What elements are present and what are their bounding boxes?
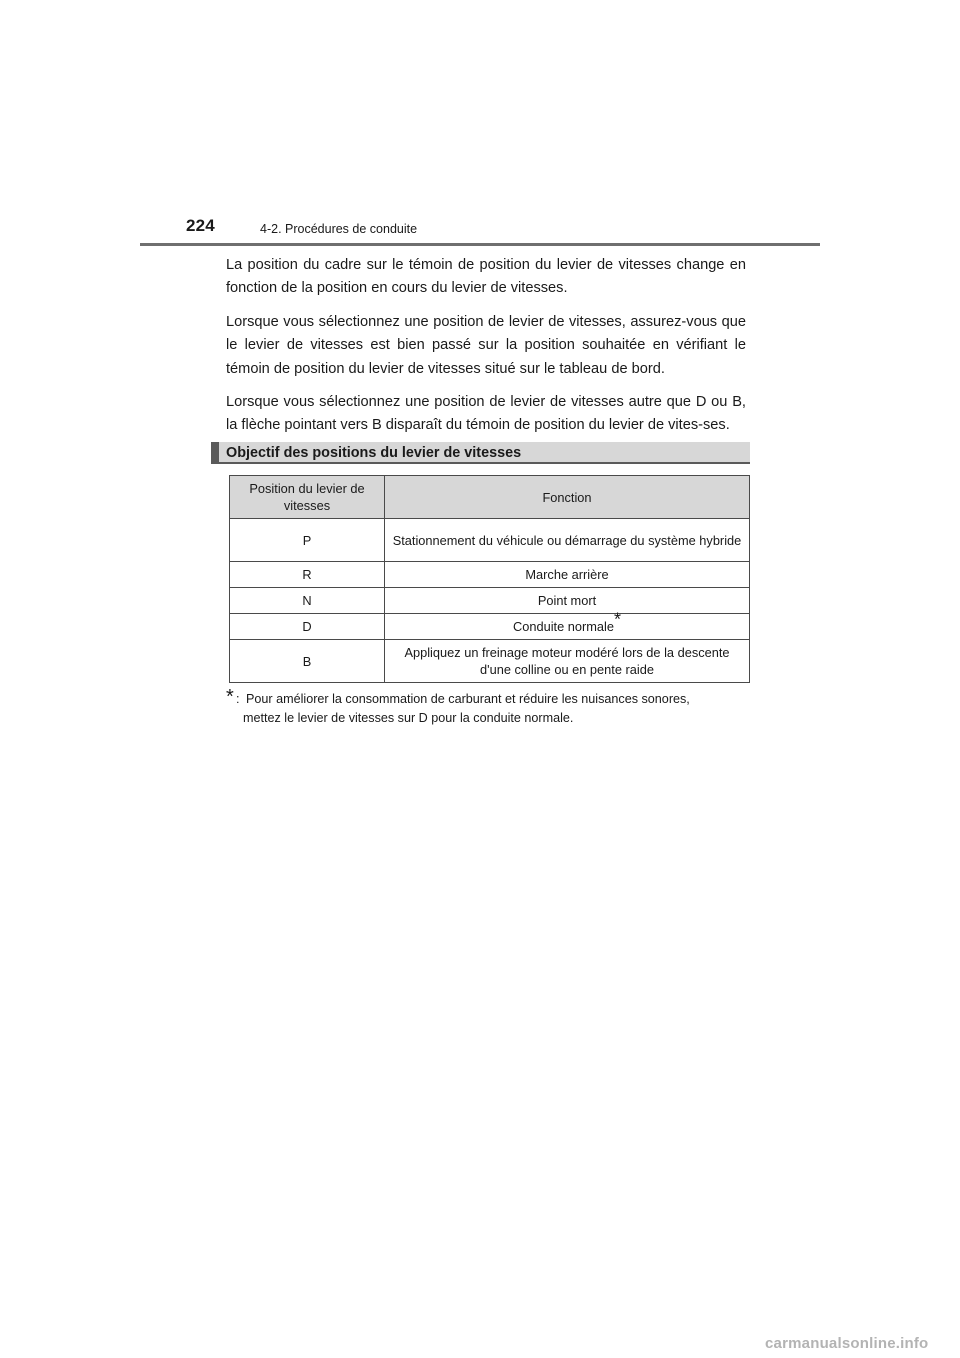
table-row	[230, 588, 750, 614]
paragraph: La position du cadre sur le témoin de position du levier de vitesses change en fonction de la position en cours du levier de vitesses.	[226, 257, 746, 297]
paragraph: Lorsque vous sélectionnez une position de levier de vitesses autre que D ou B, la flèche pointant vers B disparaît du témoin de position du levier de vites-ses.	[226, 394, 746, 434]
table-row	[230, 562, 750, 588]
gear-position: B	[230, 640, 385, 683]
gear-function: Conduite normale	[512, 619, 614, 634]
gear-function: Stationnement du véhicule ou démarrage du système hybride	[385, 519, 750, 562]
gear-position: D	[230, 614, 385, 640]
section-title: 4-2. Procédures de conduite	[260, 222, 418, 236]
footnote	[226, 686, 746, 728]
gear-position: R	[230, 562, 385, 588]
gear-function-cell	[385, 609, 750, 640]
column-header-function: Fonction	[385, 476, 750, 519]
table-row	[230, 640, 750, 683]
paragraph: Lorsque vous sélectionnez une position de levier de vitesses, assurez-vous que le levier de vitesses est bien passé sur la position souhaitée en vérifiant le témoin de position du levier de vitesses situé sur le tableau de bord.	[226, 313, 746, 377]
table-row	[230, 614, 750, 640]
gear-position: N	[230, 588, 385, 614]
gear-positions-table	[229, 475, 750, 683]
subheading-title: Objectif des positions du levier de vitesses	[226, 445, 522, 461]
gear-function: Point mort	[385, 588, 750, 614]
header-divider	[140, 243, 820, 246]
gear-function: Appliquez un freinage moteur modéré lors de la descente d'une colline ou en pente raide	[385, 640, 750, 683]
footnote-colon: :	[236, 692, 240, 706]
table-row	[230, 519, 750, 562]
footnote-text-line1: Pour améliorer la consommation de carburant et réduire les nuisances sonores,	[246, 692, 690, 706]
footnote-mark: *	[226, 686, 234, 708]
body-text	[226, 254, 746, 448]
page-number: 224	[186, 216, 215, 235]
subheading-bar	[211, 442, 750, 464]
gear-position: P	[230, 519, 385, 562]
gear-function: Marche arrière	[385, 562, 750, 588]
table-header-row	[230, 476, 750, 519]
footnote-text-line2: mettez le levier de vitesses sur D pour la conduite normale.	[243, 711, 574, 725]
column-header-position: Position du levier de vitesses	[230, 476, 385, 519]
watermark: carmanualsonline.info	[765, 1335, 929, 1352]
footnote-reference-mark: *	[614, 609, 622, 630]
